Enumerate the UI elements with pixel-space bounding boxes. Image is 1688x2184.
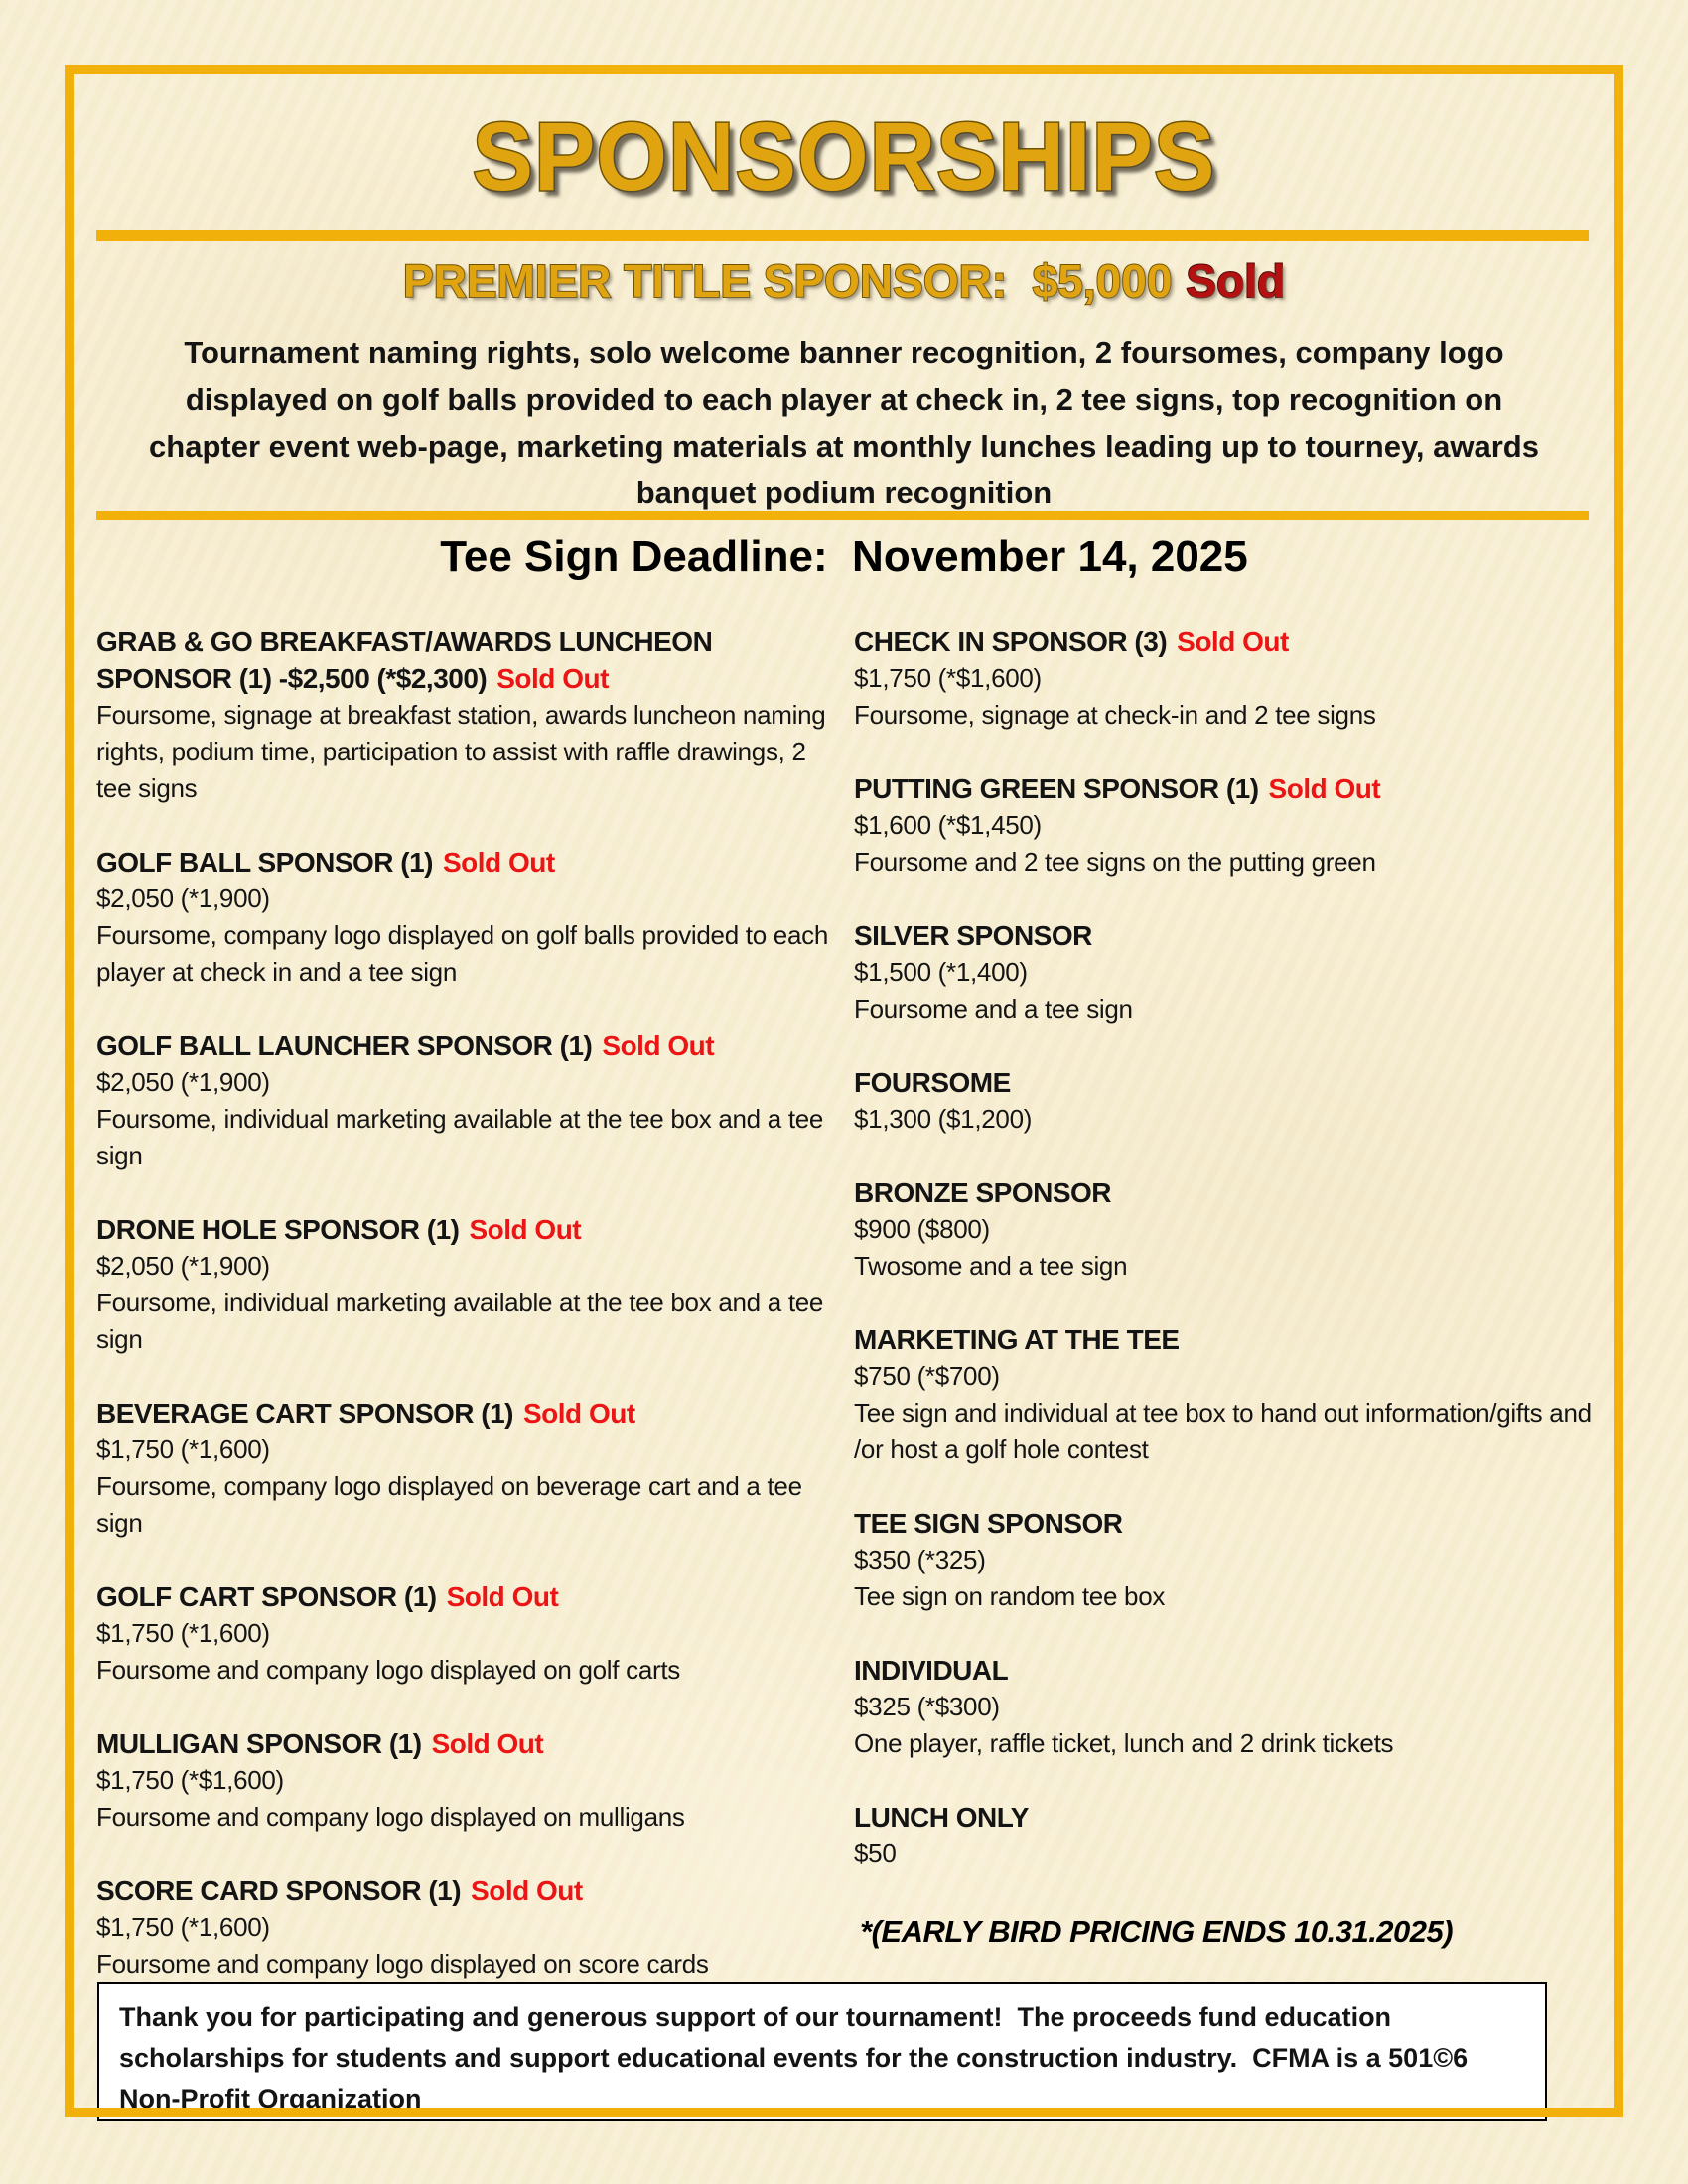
sponsor-item-description: Foursome and company logo displayed on mulligans xyxy=(96,1802,685,1832)
sponsor-item xyxy=(854,1799,1597,1872)
sponsor-item xyxy=(854,770,1597,881)
sponsor-item-title: PUTTING GREEN SPONSOR (1) xyxy=(854,773,1259,804)
sponsor-item-title: INDIVIDUAL xyxy=(854,1655,1009,1686)
sponsor-item-price: $1,750 (*1,600) xyxy=(96,1912,270,1942)
sponsor-item xyxy=(854,1505,1597,1615)
sponsor-item-description: Foursome, signage at check-in and 2 tee signs xyxy=(854,700,1376,730)
sponsor-item-price: $750 (*$700) xyxy=(854,1361,1000,1391)
sponsor-item-price: $1,750 (*1,600) xyxy=(96,1618,270,1648)
sponsor-item-description: Foursome and 2 tee signs on the putting green xyxy=(854,847,1376,877)
page-title: SPONSORSHIPS xyxy=(472,102,1216,210)
sponsor-item-heading xyxy=(854,1652,1597,1689)
sponsor-item-heading xyxy=(96,1027,839,1064)
sponsor-item-heading xyxy=(854,1321,1597,1358)
sponsor-item-title: FOURSOME xyxy=(854,1067,1011,1098)
gold-divider-top xyxy=(96,230,1589,241)
sponsor-item-description: Foursome and company logo displayed on golf carts xyxy=(96,1655,680,1685)
sponsor-item-heading xyxy=(854,1174,1597,1211)
sponsor-item-title: GOLF BALL LAUNCHER SPONSOR (1) xyxy=(96,1030,593,1061)
sponsor-item-price: $900 ($800) xyxy=(854,1214,990,1244)
sponsor-item-price: $1,750 (*$1,600) xyxy=(96,1765,284,1795)
sponsor-item-price: $2,050 (*1,900) xyxy=(96,884,270,913)
sponsor-item-heading xyxy=(854,917,1597,954)
sponsor-item-heading xyxy=(96,1725,839,1762)
sponsor-item-price: $1,500 (*1,400) xyxy=(854,957,1028,987)
sponsor-item-title: BRONZE SPONSOR xyxy=(854,1177,1112,1208)
sponsor-item-title: BEVERAGE CART SPONSOR (1) xyxy=(96,1398,513,1429)
sponsor-item-title: DRONE HOLE SPONSOR (1) xyxy=(96,1214,460,1245)
sponsor-item-title: MARKETING AT THE TEE xyxy=(854,1324,1180,1355)
sold-out-badge: Sold Out xyxy=(496,663,609,694)
gold-divider-middle xyxy=(96,511,1589,520)
sponsor-item-price: $1,600 (*$1,450) xyxy=(854,810,1042,840)
sponsor-item-description: Tee sign on random tee box xyxy=(854,1581,1166,1611)
sponsor-item-title: GRAB & GO BREAKFAST/AWARDS LUNCHEON SPONSOR (1) -$2,500 (*$2,300) xyxy=(96,626,713,694)
sold-out-badge: Sold Out xyxy=(443,847,555,878)
sponsor-item-description: Foursome, signage at breakfast station, awards luncheon naming rights, podium time, participation to assist with raffle drawings, 2 tee signs xyxy=(96,700,826,803)
thank-you-footer: Thank you for participating and generous support of our tournament! The proceeds fund education scholarships for students and support educational events for the construction industry. CFMA is a 501©6 Non-Profit Organization xyxy=(97,1982,1547,2121)
tee-sign-deadline: Tee Sign Deadline: November 14, 2025 xyxy=(440,532,1248,581)
sponsor-item xyxy=(854,623,1597,734)
sponsor-item-price: $50 xyxy=(854,1839,897,1868)
sponsor-item-heading xyxy=(96,1395,839,1432)
sold-out-badge: Sold Out xyxy=(469,1214,582,1245)
sponsor-item-title: SILVER SPONSOR xyxy=(854,920,1092,951)
sponsor-item-price: $2,050 (*1,900) xyxy=(96,1251,270,1281)
sold-out-badge: Sold Out xyxy=(523,1398,635,1429)
sold-out-badge: Sold Out xyxy=(446,1581,559,1612)
sponsor-item-description: Foursome and a tee sign xyxy=(854,994,1133,1024)
sold-out-badge: Sold Out xyxy=(602,1030,715,1061)
sponsor-item xyxy=(96,1027,839,1174)
sponsor-item-price: $350 (*325) xyxy=(854,1545,986,1574)
sponsor-item-title: TEE SIGN SPONSOR xyxy=(854,1508,1123,1539)
sponsor-item-description: One player, raffle ticket, lunch and 2 drink tickets xyxy=(854,1728,1394,1758)
sponsor-item-heading xyxy=(96,844,839,881)
sponsor-item-title: GOLF BALL SPONSOR (1) xyxy=(96,847,433,878)
sponsor-item-title: LUNCH ONLY xyxy=(854,1802,1029,1833)
sponsor-item-price: $2,050 (*1,900) xyxy=(96,1067,270,1097)
sponsor-item-title: SCORE CARD SPONSOR (1) xyxy=(96,1875,462,1906)
sold-out-badge: Sold Out xyxy=(471,1875,583,1906)
sponsor-item xyxy=(96,1725,839,1836)
sold-out-badge: Sold Out xyxy=(431,1728,544,1759)
sponsor-item-heading xyxy=(96,623,839,697)
sponsor-item-price: $1,750 (*$1,600) xyxy=(854,663,1042,693)
premier-sponsor-description: Tournament naming rights, solo welcome banner recognition, 2 foursomes, company logo displayed on golf balls provided to each player at check in, 2 tee signs, top recognition on chapter event web-page, marketing materials at monthly lunches leading up to tourney, awards banquet podium recognition xyxy=(149,336,1548,510)
sponsor-item xyxy=(96,623,839,807)
sponsor-item-description: Foursome, individual marketing available at the tee box and a tee sign xyxy=(96,1104,824,1170)
early-bird-note: *(EARLY BIRD PRICING ENDS 10.31.2025) xyxy=(860,1914,1454,1949)
sponsor-item xyxy=(854,1321,1597,1468)
sold-out-badge: Sold Out xyxy=(1268,773,1381,804)
sponsor-item xyxy=(96,1578,839,1689)
sponsor-item-heading xyxy=(96,1578,839,1615)
sponsor-column-right xyxy=(854,623,1597,1909)
sponsor-item xyxy=(96,844,839,991)
sponsor-item xyxy=(96,1872,839,1982)
sponsor-item-heading xyxy=(96,1872,839,1909)
sponsor-item-price: $1,300 ($1,200) xyxy=(854,1104,1033,1134)
premier-sponsor-label: PREMIER TITLE SPONSOR: $5,000 xyxy=(402,255,1173,307)
sponsor-item-title: CHECK IN SPONSOR (3) xyxy=(854,626,1168,657)
sponsor-item xyxy=(854,917,1597,1027)
sponsor-item-description: Twosome and a tee sign xyxy=(854,1251,1128,1281)
sponsor-item xyxy=(854,1652,1597,1762)
sponsor-item-description: Foursome, company logo displayed on golf balls provided to each player at check in and a tee sign xyxy=(96,920,828,987)
sponsor-column-left xyxy=(96,623,839,2019)
sponsor-item xyxy=(854,1174,1597,1285)
premier-sold-badge: Sold xyxy=(1186,255,1286,307)
sponsor-item-description: Foursome, company logo displayed on beverage cart and a tee sign xyxy=(96,1471,802,1538)
sponsor-item-description: Foursome and company logo displayed on score cards xyxy=(96,1949,709,1979)
sponsor-item-description: Tee sign and individual at tee box to hand out information/gifts and /or host a golf hole contest xyxy=(854,1398,1592,1464)
sponsor-item-heading xyxy=(854,1064,1597,1101)
sponsor-item xyxy=(854,1064,1597,1138)
sponsor-item-heading xyxy=(96,1211,839,1248)
premier-sponsor-heading xyxy=(0,254,1688,308)
sponsor-item-price: $325 (*$300) xyxy=(854,1692,1000,1721)
sponsor-item-price: $1,750 (*1,600) xyxy=(96,1434,270,1464)
sponsor-item-description: Foursome, individual marketing available at the tee box and a tee sign xyxy=(96,1288,824,1354)
sponsor-item xyxy=(96,1211,839,1358)
sponsor-item-title: MULLIGAN SPONSOR (1) xyxy=(96,1728,422,1759)
sponsor-item-title: GOLF CART SPONSOR (1) xyxy=(96,1581,437,1612)
sold-out-badge: Sold Out xyxy=(1177,626,1289,657)
sponsor-item-heading xyxy=(854,770,1597,807)
sponsor-item xyxy=(96,1395,839,1542)
sponsor-item-heading xyxy=(854,623,1597,660)
sponsor-item-heading xyxy=(854,1799,1597,1836)
sponsor-item-heading xyxy=(854,1505,1597,1542)
